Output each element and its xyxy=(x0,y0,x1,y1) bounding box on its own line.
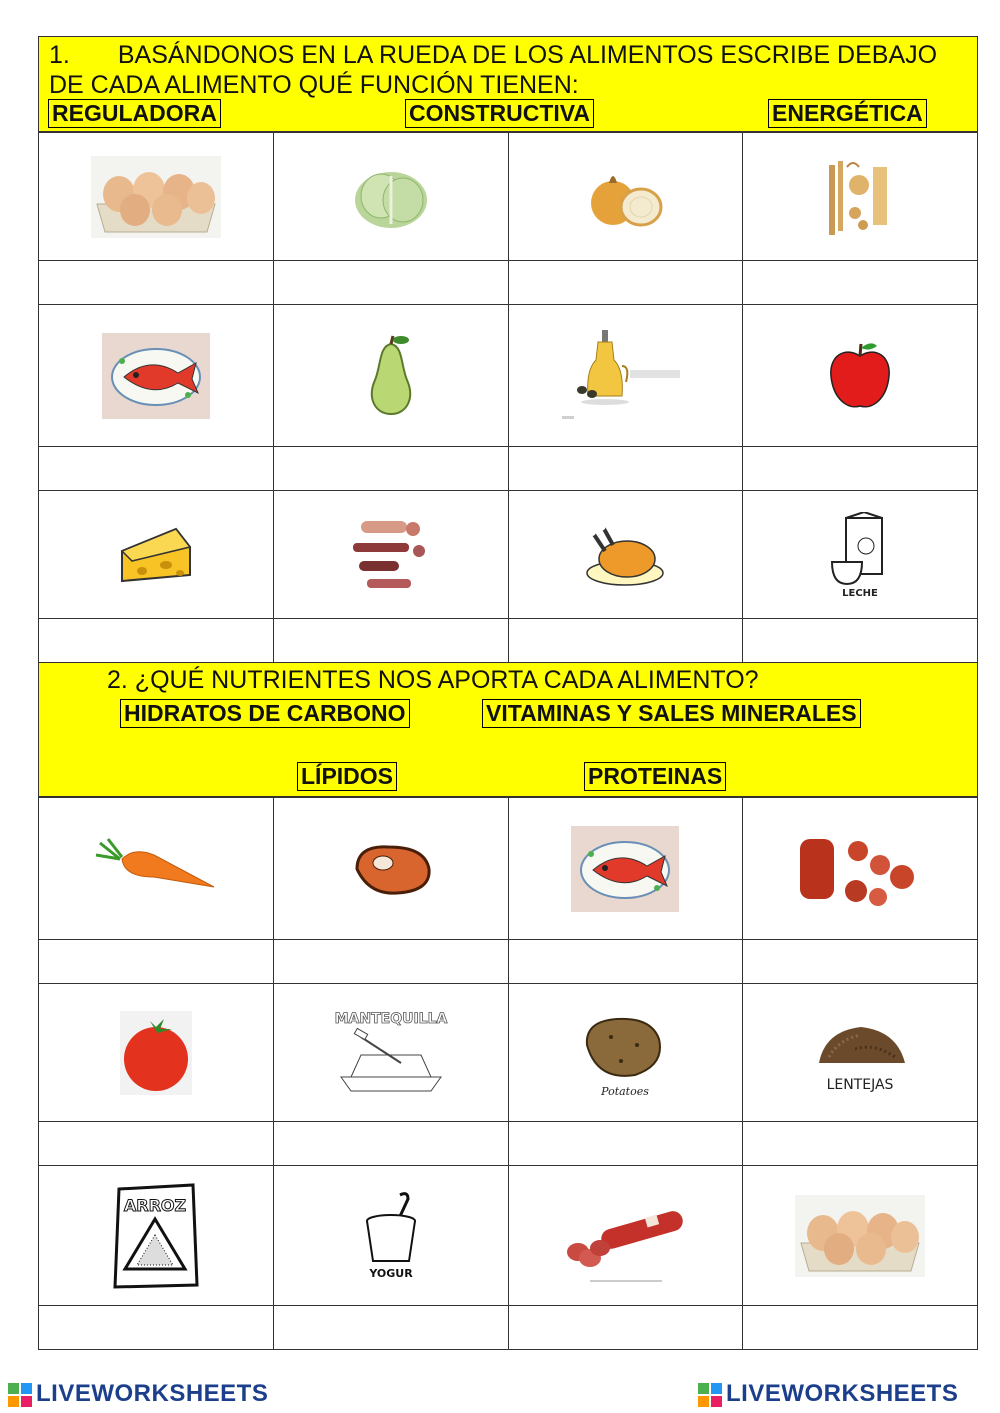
table-row xyxy=(39,798,978,940)
pasta-icon xyxy=(825,155,895,239)
answer-row xyxy=(39,447,978,491)
answer-field[interactable] xyxy=(39,1122,274,1166)
butter-caption: MANTEQUILLA xyxy=(334,1010,448,1027)
answer-field[interactable] xyxy=(39,261,274,305)
food-cell xyxy=(273,305,508,447)
food-cell xyxy=(743,133,978,261)
cheese-icon xyxy=(118,525,194,585)
food-cell xyxy=(508,1166,743,1306)
fish-plate-icon xyxy=(571,826,679,912)
food-cell xyxy=(508,491,743,619)
food-cell xyxy=(273,133,508,261)
tomato-icon xyxy=(120,1011,192,1095)
potato-icon xyxy=(577,1005,673,1101)
section2-question: 2. ¿QUÉ NUTRIENTES NOS APORTA CADA ALIMENTO? xyxy=(107,666,759,694)
answer-row xyxy=(39,1122,978,1166)
butter-icon xyxy=(331,1007,451,1099)
answer-field[interactable] xyxy=(508,1122,743,1166)
option-hidratos: HIDRATOS DE CARBONO xyxy=(120,699,410,728)
food-cell xyxy=(743,798,978,940)
pear-icon xyxy=(361,334,421,418)
food-cell xyxy=(508,984,743,1122)
answer-row xyxy=(39,940,978,984)
answer-row xyxy=(39,261,978,305)
lettuce-icon xyxy=(351,162,431,232)
option-lipidos: LÍPIDOS xyxy=(297,762,397,791)
carrot-icon xyxy=(94,837,218,901)
option-vitaminas: VITAMINAS Y SALES MINERALES xyxy=(482,699,861,728)
yogurt-icon xyxy=(356,1191,426,1281)
answer-field[interactable] xyxy=(743,447,978,491)
footer-brand-text: LIVEWORKSHEETS xyxy=(726,1380,959,1407)
food-cell xyxy=(273,798,508,940)
food-cell xyxy=(508,798,743,940)
section1-question: 1. BASÁNDONOS EN LA RUEDA DE LOS ALIMENTOS ESCRIBE DEBAJO DE CADA ALIMENTO QUÉ FUNCIÓN TIENEN: xyxy=(49,41,938,99)
table-row xyxy=(39,133,978,261)
option-energetica: ENERGÉTICA xyxy=(768,99,927,128)
roast-chicken-icon xyxy=(583,523,667,587)
food-cell xyxy=(39,798,274,940)
answer-field[interactable] xyxy=(743,940,978,984)
option-proteinas: PROTEINAS xyxy=(584,762,726,791)
table-row xyxy=(39,984,978,1122)
eggs-icon xyxy=(793,1193,927,1279)
yogurt-caption: YOGUR xyxy=(368,1266,413,1280)
food-cell xyxy=(508,133,743,261)
food-cell xyxy=(273,984,508,1122)
steak-icon xyxy=(349,839,433,899)
food-cell xyxy=(743,305,978,447)
food-cell xyxy=(273,491,508,619)
food-cell xyxy=(39,305,274,447)
food-cell xyxy=(39,1166,274,1306)
section1-header xyxy=(38,36,978,132)
answer-field[interactable] xyxy=(508,940,743,984)
answer-field[interactable] xyxy=(743,1306,978,1350)
potato-caption: Potatoes xyxy=(601,1084,650,1098)
milk-caption: LECHE xyxy=(842,587,878,598)
food-cell xyxy=(508,305,743,447)
liveworksheets-logo-icon xyxy=(8,1383,32,1407)
answer-field[interactable] xyxy=(273,619,508,663)
rice-caption: ARROZ xyxy=(123,1195,186,1215)
answer-field[interactable] xyxy=(273,940,508,984)
answer-field[interactable] xyxy=(39,1306,274,1350)
food-cell xyxy=(39,491,274,619)
table-row xyxy=(39,1166,978,1306)
answer-field[interactable] xyxy=(743,619,978,663)
chorizo-icon xyxy=(798,831,922,907)
food-cell xyxy=(39,984,274,1122)
answer-field[interactable] xyxy=(508,447,743,491)
answer-row xyxy=(39,1306,978,1350)
footer-brand-left xyxy=(8,1380,268,1408)
option-reguladora: REGULADORA xyxy=(48,99,221,128)
answer-row xyxy=(39,619,978,663)
option-constructiva: CONSTRUCTIVA xyxy=(405,99,594,128)
rice-bag-icon xyxy=(111,1179,201,1293)
onion-icon xyxy=(585,165,665,229)
fish-plate-icon xyxy=(102,333,210,419)
answer-field[interactable] xyxy=(508,261,743,305)
answer-field[interactable] xyxy=(273,1122,508,1166)
answer-field[interactable] xyxy=(508,619,743,663)
food-cell xyxy=(743,491,978,619)
olive-oil-icon xyxy=(560,326,690,426)
apple-icon xyxy=(827,340,893,412)
answer-field[interactable] xyxy=(39,447,274,491)
liveworksheets-logo-icon xyxy=(698,1383,722,1407)
answer-field[interactable] xyxy=(39,940,274,984)
answer-field[interactable] xyxy=(273,1306,508,1350)
eggs-icon xyxy=(89,154,223,240)
table-row xyxy=(39,491,978,619)
section2-table xyxy=(38,797,978,1350)
section1-table xyxy=(38,132,978,663)
answer-field[interactable] xyxy=(273,447,508,491)
footer-brand-text: LIVEWORKSHEETS xyxy=(36,1380,269,1407)
milk-icon xyxy=(828,512,892,598)
lentils-icon xyxy=(805,1009,915,1097)
answer-field[interactable] xyxy=(508,1306,743,1350)
table-row xyxy=(39,305,978,447)
section2-header xyxy=(38,663,978,797)
food-cell xyxy=(743,1166,978,1306)
worksheet xyxy=(38,36,978,1350)
food-cell xyxy=(273,1166,508,1306)
food-cell xyxy=(743,984,978,1122)
salami-icon xyxy=(560,1186,690,1286)
footer-brand-right xyxy=(698,1380,958,1408)
food-cell xyxy=(39,133,274,261)
answer-field[interactable] xyxy=(743,1122,978,1166)
lentils-caption: LENTEJAS xyxy=(826,1076,894,1093)
answer-field[interactable] xyxy=(743,261,978,305)
answer-field[interactable] xyxy=(273,261,508,305)
answer-field[interactable] xyxy=(39,619,274,663)
sausages-icon xyxy=(349,515,433,595)
